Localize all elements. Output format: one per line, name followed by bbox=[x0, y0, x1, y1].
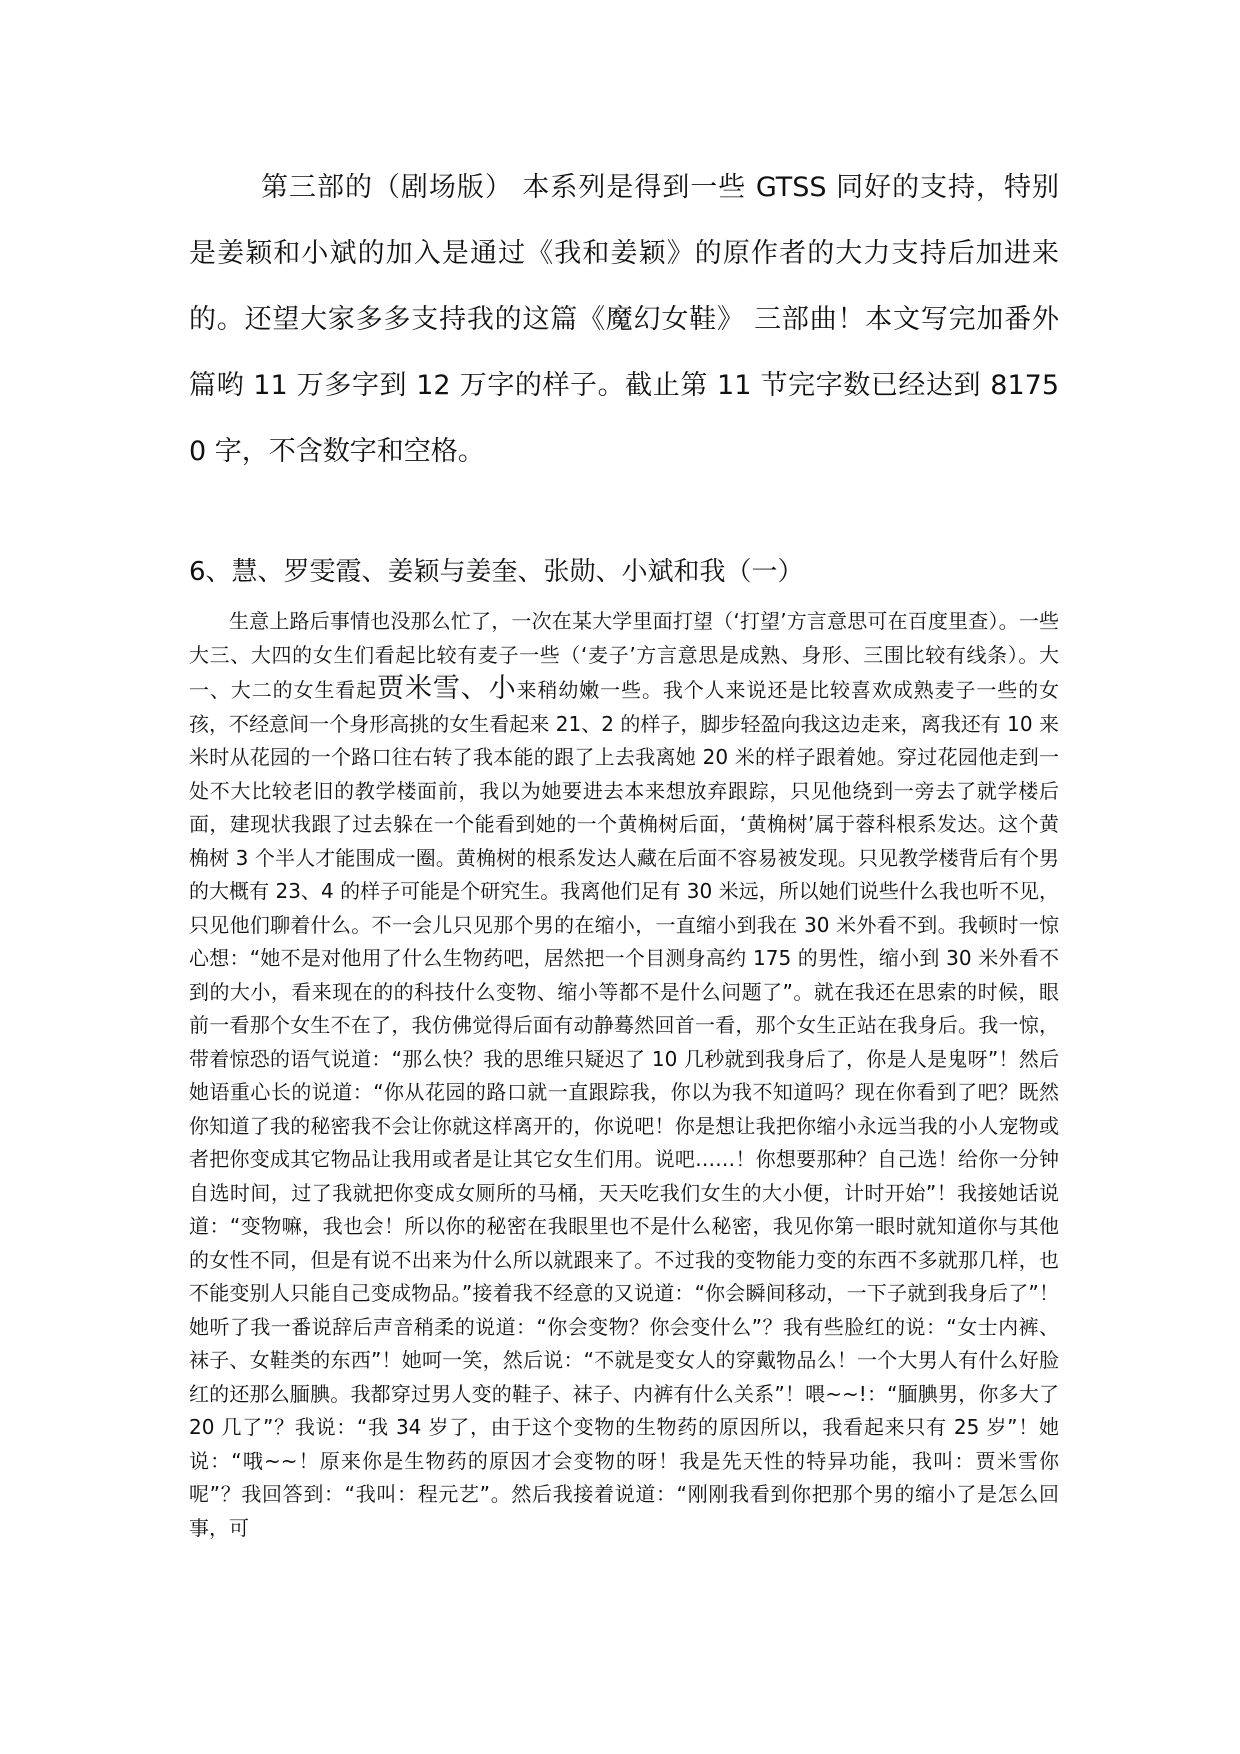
intro-paragraph: 第三部的（剧场版） 本系列是得到一些 GTSS 同好的支持，特别是姜颖和小斌的加入是通过《我和姜颖》的原作者的大力支持后加进来的。还望大家多多支持我的这篇《魔幻女鞋》 三部曲！本文写完加番外篇哟 11 万多字到 12 万字的样子。截止第 11 节完字数已经达到 81750 字，不含数字和空格。 bbox=[189, 172, 1059, 467]
body-text-part-1: 生意上路后事情也没那么忙了，一次在某大学里面打望（‘打望’方言意思可在百度里查）。一些大三、大四的女生们看起比较有麦子一些（‘麦子’方言意思是成熟、身形、三围比较有线条）。大一、大二的女生看起 bbox=[189, 609, 1059, 702]
chapter-heading: 6、慧、罗雯霞、姜颖与姜奎、张勋、小斌和我（一） bbox=[189, 557, 804, 587]
body-text-emphasis: 贾米雪、小 bbox=[377, 673, 517, 704]
body-paragraph bbox=[189, 605, 1059, 1545]
body-text-part-2: 来稍幼嫩一些。我个人来说还是比较喜欢成熟麦子一些的女孩，不经意间一个身形高挑的女生看起来 21、2 的样子，脚步轻盈向我这边走来，离我还有 10 来米时从花园的一个路口往右转了我本能的跟了上去我离她 20 米的样子跟着她。穿过花园他走到一处不大比较老旧的教学楼面前，我以为她要进去本来想放弃跟踪，只见他绕到一旁去了就学楼后面，建现状我跟了过去躲在一个能看到她的一个黄桷树后面，‘黄桷树’属于蓉科根系发达。这个黄桷树 3 个半人才能围成一圈。黄桷树的根系发达人藏在后面不容易被发现。只见教学楼背后有个男的大概有 23、4 的样子可能是个研究生。我离他们足有 30 米远，所以她们说些什么我也听不见，只见他们聊着什么。不一会儿只见那个男的在缩小，一直缩小到我在 30 米外看不到。我顿时一惊心想：“她不是对他用了什么生物药吧，居然把一个目测身高约 175 的男性，缩小到 30 米外看不到的大小，看来现在的的科技什么变物、缩小等都不是什么问题了”。就在我还在思索的时候，眼前一看那个女生不在了，我仿佛觉得后面有动静蓦然回首一看，那个女生正站在我身后。我一惊，带着惊恐的语气说道：“那么快？我的思维只疑迟了 10 几秒就到我身后了，你是人是鬼呀”！然后她语重心长的说道：“你从花园的路口就一直跟踪我，你以为我不知道吗？现在你看到了吧？既然你知道了我的秘密我不会让你就这样离开的，你说吧！你是想让我把你缩小永远当我的小人宠物或者把你变成其它物品让我用或者是让其它女生们用。说吧……！你想要那种？自己选！给你一分钟自选时间，过了我就把你变成女厕所的马桶，天天吃我们女生的大小便，计时开始”！我接她话说道：“变物嘛，我也会！所以你的秘密在我眼里也不是什么秘密，我见你第一眼时就知道你与其他的女性不同，但是有说不出来为什么所以就跟来了。不过我的变物能力变的东西不多就那几样，也不能变别人只能自己变成物品。”接着我不经意的又说道：“你会瞬间移动，一下子就到我身后了”！她听了我一番说辞后声音稍柔的说道：“你会变物？你会变什么”？我有些脸红的说：“女士内裤、袜子、女鞋类的东西”！她呵一笑，然后说：“不就是变女人的穿戴物品么！一个大男人有什么好脸红的还那么腼腆。我都穿过男人变的鞋子、袜子、内裤有什么关系”！喂~~!：“腼腆男，你多大了 20 几了”？我说：“我 34 岁了，由于这个变物的生物药的原因所以，我看起来只有 25 岁”！她说：“哦~~！原来你是生物药的原因才会变物的呀！我是先天性的特异功能，我叫：贾米雪你呢”？我回答到：“我叫：程元艺”。然后我接着说道：“刚刚我看到你把那个男的缩小了是怎么回事，可 bbox=[189, 678, 1060, 1540]
